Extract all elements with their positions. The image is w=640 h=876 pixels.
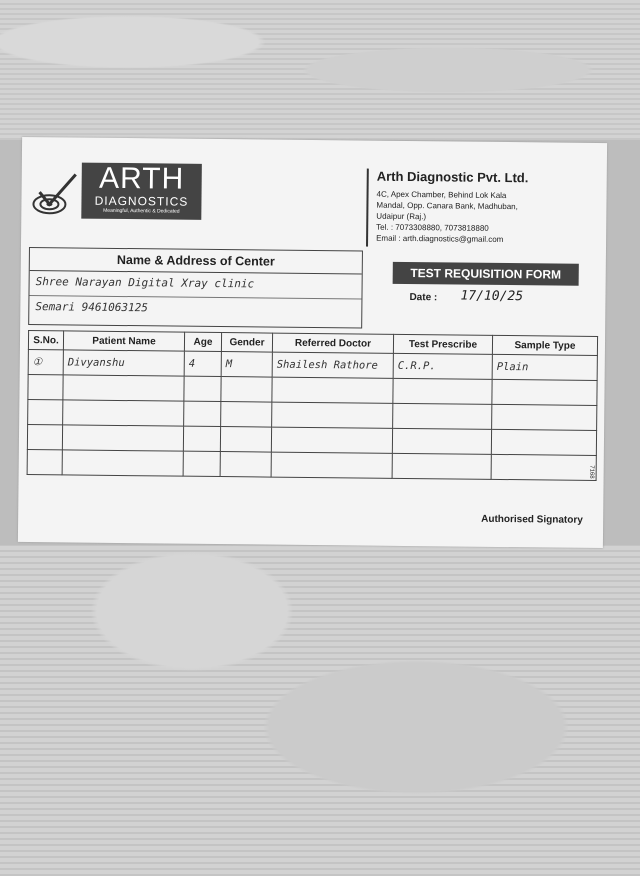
col-referred-doctor: Referred Doctor [272, 333, 393, 353]
cell-empty [183, 426, 220, 451]
logo-brand: ARTH [98, 161, 185, 196]
cell-empty [220, 452, 271, 478]
cell-empty [271, 427, 392, 453]
center-line-1: Shree Narayan Digital Xray clinic [29, 271, 361, 299]
cell-empty [220, 427, 271, 453]
cell-empty [63, 400, 184, 426]
cell-empty [63, 375, 184, 401]
date-value: 17/10/25 [460, 288, 524, 305]
cell-empty [492, 379, 597, 405]
form-code: 7168 [588, 465, 595, 479]
company-info [366, 169, 607, 250]
logo-swoosh-icon [31, 172, 82, 223]
requisition-form [18, 137, 607, 548]
cell-empty [183, 451, 220, 476]
scan-background-top [0, 0, 640, 140]
center-box [28, 247, 363, 328]
cell-empty [28, 375, 63, 400]
authorised-signatory: Authorised Signatory [481, 513, 583, 526]
cell-gender: M [221, 352, 272, 378]
logo-tagline: Meaningful, Authentic & Dedicated [103, 207, 180, 215]
cell-test: C.R.P. [393, 353, 492, 379]
logo-box [81, 163, 202, 220]
cell-sample-type: Plain [492, 354, 597, 380]
col-gender: Gender [221, 333, 272, 353]
cell-empty [28, 400, 63, 425]
cell-empty [392, 428, 491, 454]
table-row [27, 450, 596, 481]
requisition-table [27, 330, 598, 481]
cell-empty [272, 402, 393, 428]
col-sno: S.No. [28, 331, 63, 350]
cell-empty [491, 454, 596, 480]
company-name: Arth Diagnostic Pvt. Ltd. [376, 168, 529, 186]
cell-empty [491, 429, 596, 455]
cell-referred-doctor: Shailesh Rathore [272, 352, 393, 378]
center-heading: Name & Address of Center [30, 248, 362, 274]
cell-empty [62, 450, 183, 476]
col-test-prescribe: Test Prescribe [393, 334, 492, 354]
col-patient-name: Patient Name [63, 331, 184, 351]
cell-empty [62, 425, 183, 451]
cell-empty [221, 402, 272, 428]
cell-empty [393, 403, 492, 429]
company-phone: Tel. : 7073308880, 7073818880 [376, 222, 489, 233]
company-address-2: Mandal, Opp. Canara Bank, Madhuban, [376, 200, 518, 212]
cell-empty [393, 378, 492, 404]
arth-logo [31, 162, 202, 224]
center-line-2: Semari 9461063125 [35, 300, 149, 315]
cell-patient-name: Divyanshu [63, 350, 184, 376]
cell-empty [184, 376, 221, 401]
cell-empty [221, 377, 272, 403]
cell-empty [492, 404, 597, 430]
cell-sno: ① [28, 350, 63, 375]
cell-empty [272, 377, 393, 403]
col-age: Age [184, 332, 221, 351]
date-label: Date : [409, 292, 438, 304]
cell-empty [184, 401, 221, 426]
cell-empty [27, 425, 62, 450]
logo-sub: DIAGNOSTICS [94, 193, 189, 209]
company-address-1: 4C, Apex Chamber, Behind Lok Kala [376, 189, 507, 201]
scan-background-bottom [0, 545, 640, 876]
cell-empty [27, 450, 62, 475]
cell-empty [271, 452, 392, 478]
col-sample-type: Sample Type [492, 335, 597, 355]
form-title: TEST REQUISITION FORM [393, 262, 579, 286]
company-address-3: Udaipur (Raj.) [376, 211, 427, 222]
company-email: Email : arth.diagnostics@gmail.com [376, 233, 504, 244]
cell-age: 4 [184, 351, 221, 376]
cell-empty [392, 453, 491, 479]
